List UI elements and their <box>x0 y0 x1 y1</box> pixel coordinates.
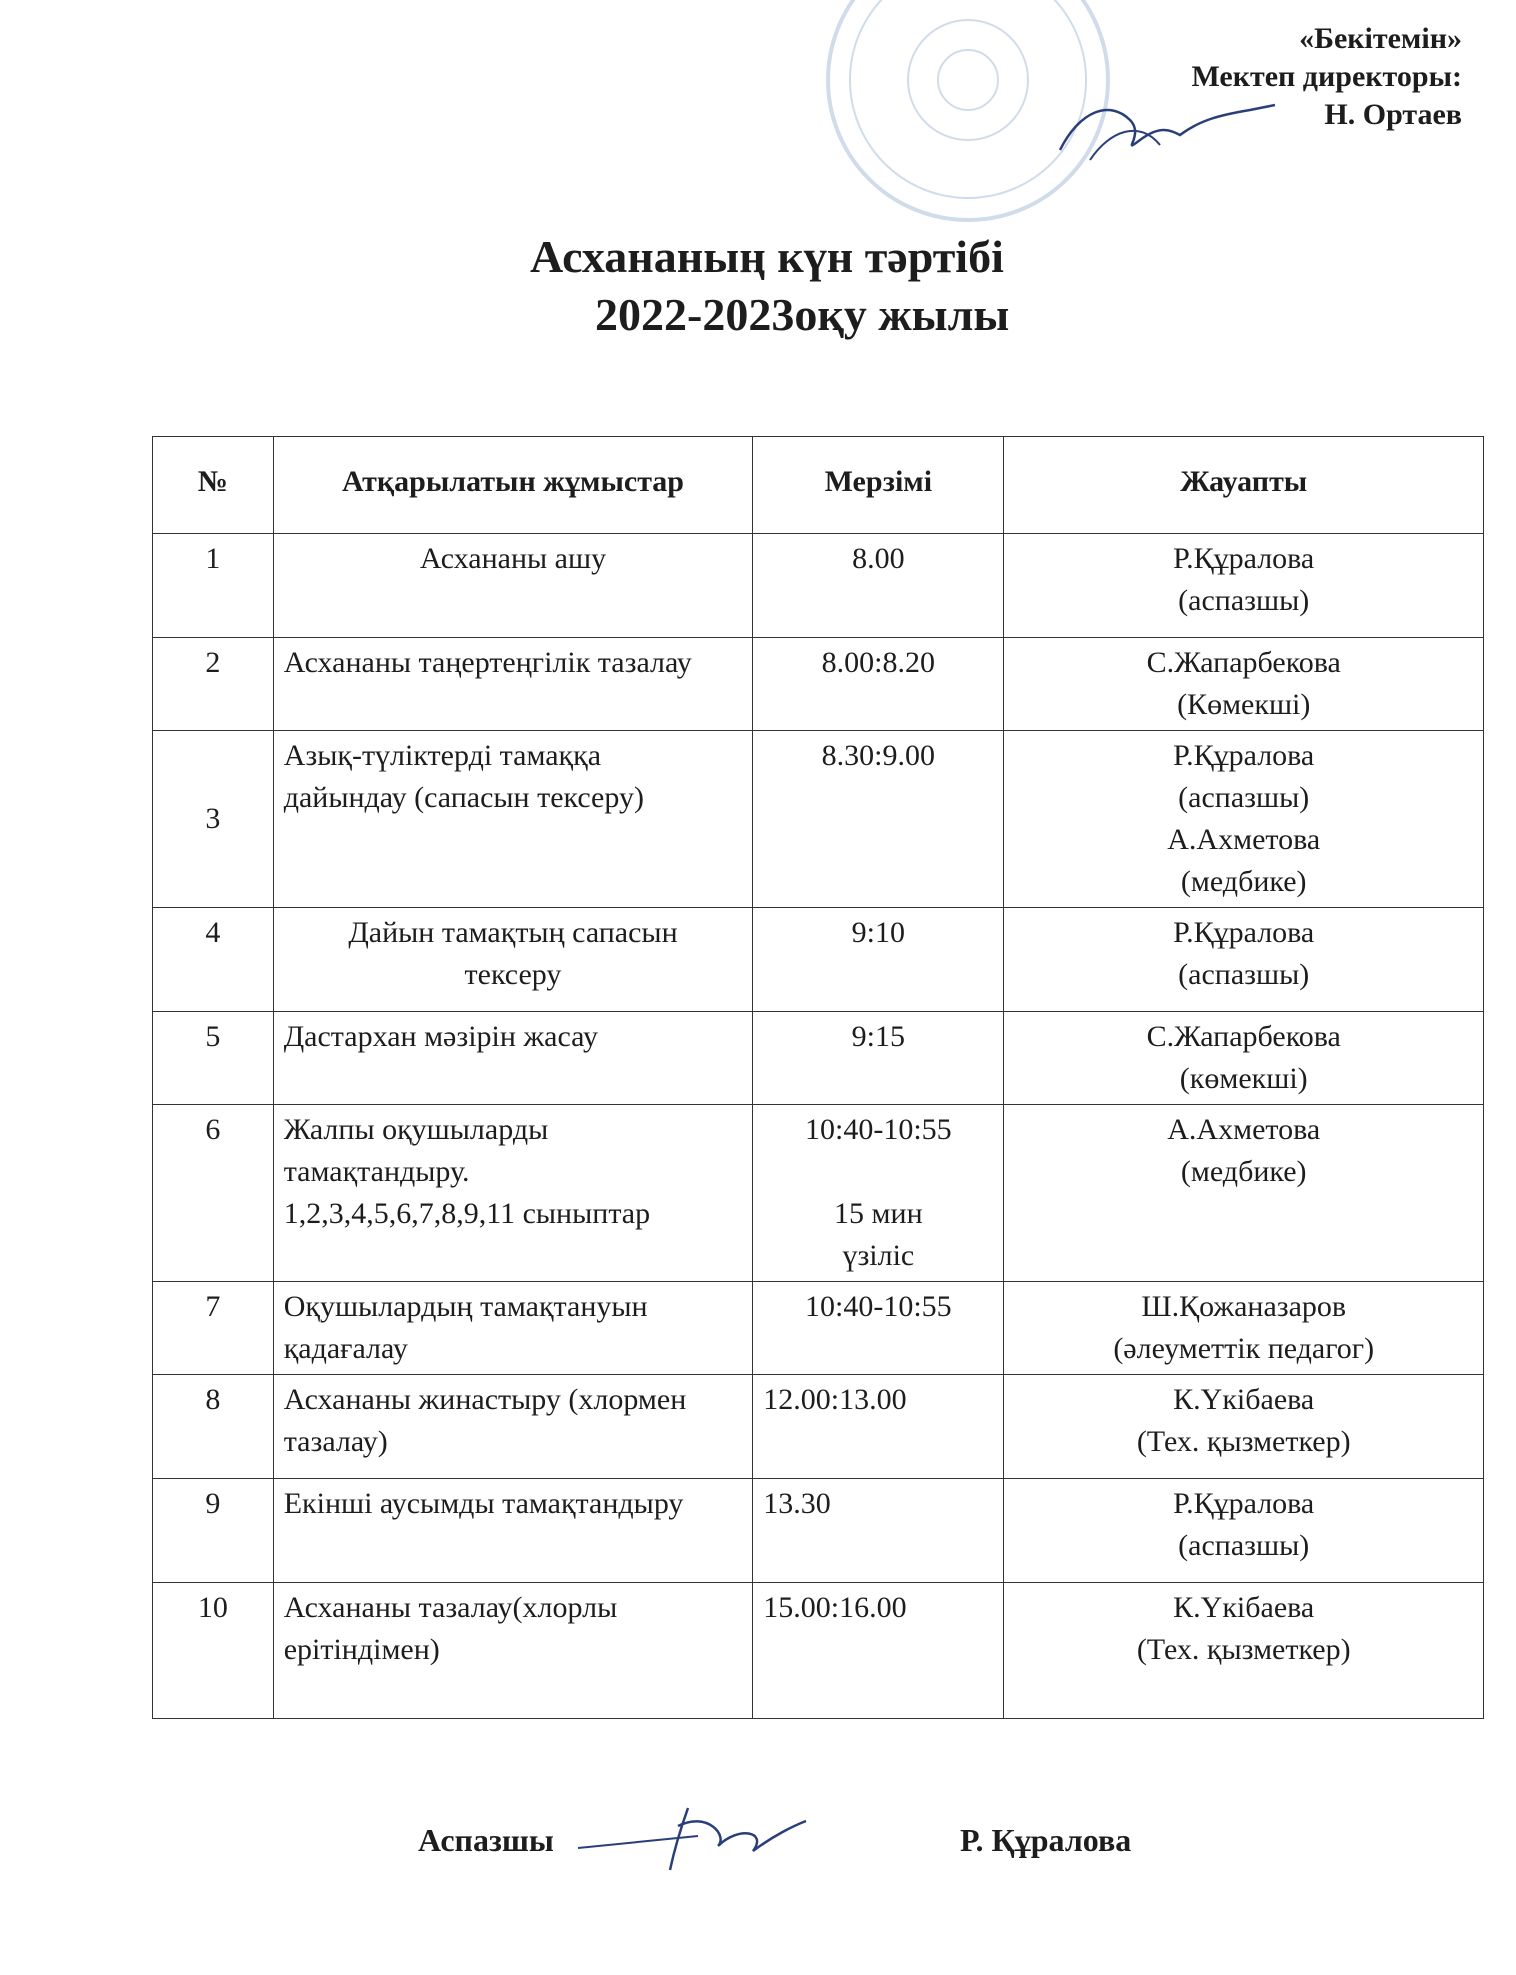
row-work <box>273 638 753 731</box>
table-body <box>153 534 1484 1719</box>
row-responsible-line: (аспазшы) <box>1178 781 1310 814</box>
title-line-2: 2022-2023оқу жылы <box>595 289 1010 340</box>
row-responsible-line: Р.Құралова <box>1173 916 1315 949</box>
row-number: 1 <box>153 534 274 638</box>
row-work-line: тексеру <box>464 958 562 991</box>
row-responsible-line: К.Үкібаева <box>1173 1383 1315 1416</box>
row-work-line: 1,2,3,4,5,6,7,8,9,11 сыныптар <box>283 1197 651 1230</box>
row-term-line: 9:10 <box>851 916 906 949</box>
row-number: 7 <box>153 1282 274 1375</box>
row-term-line: 8.00:8.20 <box>821 646 936 679</box>
table-row <box>153 1105 1484 1282</box>
row-responsible-line: (Тех. қызметкер) <box>1136 1633 1351 1666</box>
row-responsible-line: (аспазшы) <box>1178 958 1310 991</box>
row-responsible-line: (аспазшы) <box>1178 1529 1310 1562</box>
row-responsible-line: Ш.Қожаназаров <box>1141 1290 1347 1323</box>
row-responsible-line: Р.Құралова <box>1173 739 1315 772</box>
table-row <box>153 1583 1484 1719</box>
row-number: 8 <box>153 1375 274 1479</box>
row-number: 10 <box>153 1583 274 1719</box>
row-responsible <box>1004 1105 1484 1282</box>
approval-position: Мектеп директоры: <box>1191 60 1462 93</box>
table-row <box>153 1282 1484 1375</box>
header-work: Атқарылатын жұмыстар <box>273 437 753 534</box>
table-row <box>153 1479 1484 1583</box>
header-num: № <box>153 437 274 534</box>
row-term <box>753 1282 1004 1375</box>
row-responsible-line: (Көмекші) <box>1177 688 1311 721</box>
title-line-1: Асхананың күн тәртібі <box>530 231 1004 282</box>
row-work-line: Дайын тамақтың сапасын <box>348 916 678 949</box>
row-responsible <box>1004 1479 1484 1583</box>
row-work-line: қадағалау <box>283 1332 408 1365</box>
row-responsible-line: Р.Құралова <box>1173 542 1315 575</box>
row-term-line: 9:15 <box>851 1020 906 1053</box>
table-row <box>153 534 1484 638</box>
row-work-line: тамақтандыру. <box>283 1155 470 1188</box>
document-title <box>380 228 1240 344</box>
director-signature <box>1050 90 1280 170</box>
row-responsible <box>1004 1012 1484 1105</box>
row-work-line: Азық-түліктерді тамаққа <box>283 739 602 772</box>
row-term-line: 8.00 <box>852 542 905 575</box>
row-work-line: Асхананы ашу <box>419 542 607 575</box>
header-resp: Жауапты <box>1004 437 1484 534</box>
row-responsible <box>1004 534 1484 638</box>
approval-director-name: Н. Ортаев <box>1324 98 1462 131</box>
row-number: 5 <box>153 1012 274 1105</box>
row-work-line: Оқушылардың тамақтануын <box>283 1290 648 1323</box>
row-responsible-line: (көмекші) <box>1179 1062 1308 1095</box>
row-responsible <box>1004 1583 1484 1719</box>
row-responsible <box>1004 1375 1484 1479</box>
row-work-line: дайындау (сапасын тексеру) <box>283 781 644 814</box>
row-term <box>753 638 1004 731</box>
row-responsible-line: А.Ахметова <box>1167 1113 1321 1146</box>
row-work <box>273 908 753 1012</box>
row-term-line <box>763 1151 993 1193</box>
row-term-line: 8.30:9.00 <box>821 739 936 772</box>
footer-role: Аспазшы <box>418 1822 554 1858</box>
row-responsible <box>1004 1282 1484 1375</box>
row-work-line: ерітіндімен) <box>283 1633 440 1666</box>
row-work-line: Екінші аусымды тамақтандыру <box>283 1487 684 1520</box>
approval-title: «Бекітемін» <box>1299 22 1462 55</box>
header-term: Мерзімі <box>753 437 1004 534</box>
row-responsible <box>1004 731 1484 908</box>
row-term <box>753 908 1004 1012</box>
row-term <box>753 1375 1004 1479</box>
row-term <box>753 1583 1004 1719</box>
row-term-line: 10:40-10:55 <box>805 1290 952 1323</box>
table-row <box>153 1012 1484 1105</box>
row-term-line: үзіліс <box>842 1239 915 1272</box>
row-work <box>273 1282 753 1375</box>
row-work-line: Асхананы таңертеңгілік тазалау <box>283 646 692 679</box>
table-row <box>153 638 1484 731</box>
row-term-line: 10:40-10:55 <box>805 1113 952 1146</box>
row-number: 6 <box>153 1105 274 1282</box>
row-responsible-line: К.Үкібаева <box>1173 1591 1315 1624</box>
row-term <box>753 1479 1004 1583</box>
footer-name: Р. Құралова <box>960 1822 1132 1858</box>
row-term <box>753 731 1004 908</box>
row-term-line: 15 мин <box>834 1197 923 1230</box>
row-work <box>273 1105 753 1282</box>
row-responsible-line: (медбике) <box>1180 865 1307 898</box>
cook-signature <box>578 1796 808 1872</box>
row-work-line: Асхананы тазалау(хлорлы <box>283 1591 618 1624</box>
row-responsible-line: (медбике) <box>1180 1155 1307 1188</box>
row-responsible <box>1004 908 1484 1012</box>
row-responsible-line: Р.Құралова <box>1173 1487 1315 1520</box>
row-work <box>273 731 753 908</box>
row-term-line: 15.00:16.00 <box>763 1591 907 1624</box>
row-responsible-line: С.Жапарбекова <box>1146 1020 1341 1053</box>
row-work <box>273 1583 753 1719</box>
row-term <box>753 1012 1004 1105</box>
row-work <box>273 1012 753 1105</box>
row-number: 2 <box>153 638 274 731</box>
row-responsible-line: С.Жапарбекова <box>1146 646 1341 679</box>
row-number: 4 <box>153 908 274 1012</box>
row-work-line: тазалау) <box>283 1425 388 1458</box>
table-row <box>153 908 1484 1012</box>
row-number: 3 <box>153 731 274 908</box>
row-number: 9 <box>153 1479 274 1583</box>
row-work-line: Дастархан мәзірін жасау <box>283 1020 598 1053</box>
row-term <box>753 534 1004 638</box>
row-work-line: Асхананы жинастыру (хлормен <box>283 1383 687 1416</box>
row-work-line: Жалпы оқушыларды <box>283 1113 549 1146</box>
row-responsible <box>1004 638 1484 731</box>
table-header-row <box>153 437 1484 534</box>
row-responsible-line: (Тех. қызметкер) <box>1136 1425 1351 1458</box>
row-work <box>273 1375 753 1479</box>
row-term <box>753 1105 1004 1282</box>
row-responsible-line: А.Ахметова <box>1167 823 1321 856</box>
row-work <box>273 534 753 638</box>
row-responsible-line: (әлеуметтік педагог) <box>1113 1332 1375 1365</box>
schedule-table <box>152 436 1484 1719</box>
row-responsible-line: (аспазшы) <box>1178 584 1310 617</box>
row-term-line: 12.00:13.00 <box>763 1383 907 1416</box>
row-work <box>273 1479 753 1583</box>
table-row <box>153 731 1484 908</box>
table-row <box>153 1375 1484 1479</box>
row-term-line: 13.30 <box>763 1487 831 1520</box>
